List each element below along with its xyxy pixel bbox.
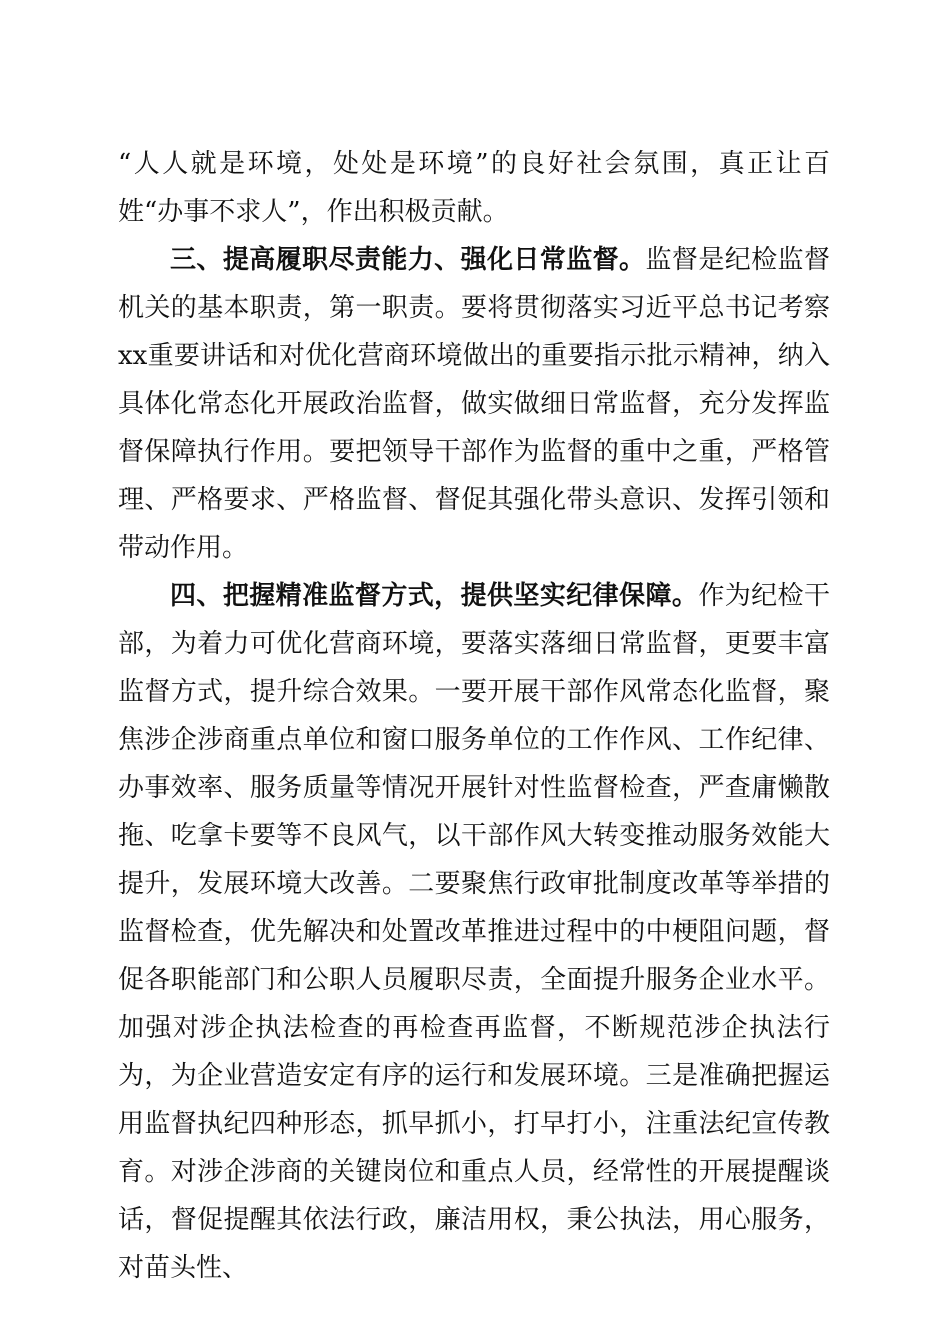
paragraph-text: 作为纪检干部，为着力可优化营商环境，要落实落细日常监督，更要丰富监督方式，提升综合效果。一要开展干部作风常态化监督，聚焦涉企涉商重点单位和窗口服务单位的工作作风、工作纪律、办事效率、服务质量等情况开展针对性监督检查，严查庸懒散拖、吃拿卡要等不良风气，以干部作风大转变推动服务效能大提升，发展环境大改善。二要聚焦行政审批制度改革等举措的监督检查，优先解决和处置改革推进过程中的中梗阻问题，督促各职能部门和公职人员履职尽责，全面提升服务企业水平。加强对涉企执法检查的再检查再监督，不断规范涉企执法行为，为企业营造安定有序的运行和发展环境。三是准确把握运用监督执纪四种形态，抓早抓小，打早打小，注重法纪宣传教育。对涉企涉商的关键岗位和重点人员，经常性的开展提醒谈话，督促提醒其依法行政，廉洁用权，秉公执法，用心服务，对苗头性、 bbox=[118, 581, 830, 1283]
section-heading-four: 四、把握精准监督方式，提供坚实纪律保障。 bbox=[170, 581, 699, 611]
section-heading-three: 三、提高履职尽责能力、强化日常监督。 bbox=[170, 245, 646, 275]
document-body bbox=[118, 140, 830, 1292]
paragraph-text: 监督是纪检监督机关的基本职责，第一职责。要将贯彻落实习近平总书记考察xx重要讲话和对优化营商环境做出的重要指示批示精神，纳入具体化常态化开展政治监督，做实做细日常监督，充分发挥监督保障执行作用。要把领导干部作为监督的重中之重，严格管理、严格要求、严格监督、督促其强化带头意识、发挥引领和带动作用。 bbox=[118, 245, 830, 563]
paragraph-continuation bbox=[118, 140, 830, 236]
paragraph-section-four bbox=[118, 572, 830, 1292]
paragraph-section-three bbox=[118, 236, 830, 572]
paragraph-text: “人人就是环境，处处是环境”的良好社会氛围，真正让百姓“办事不求人”，作出积极贡献。 bbox=[118, 149, 830, 227]
